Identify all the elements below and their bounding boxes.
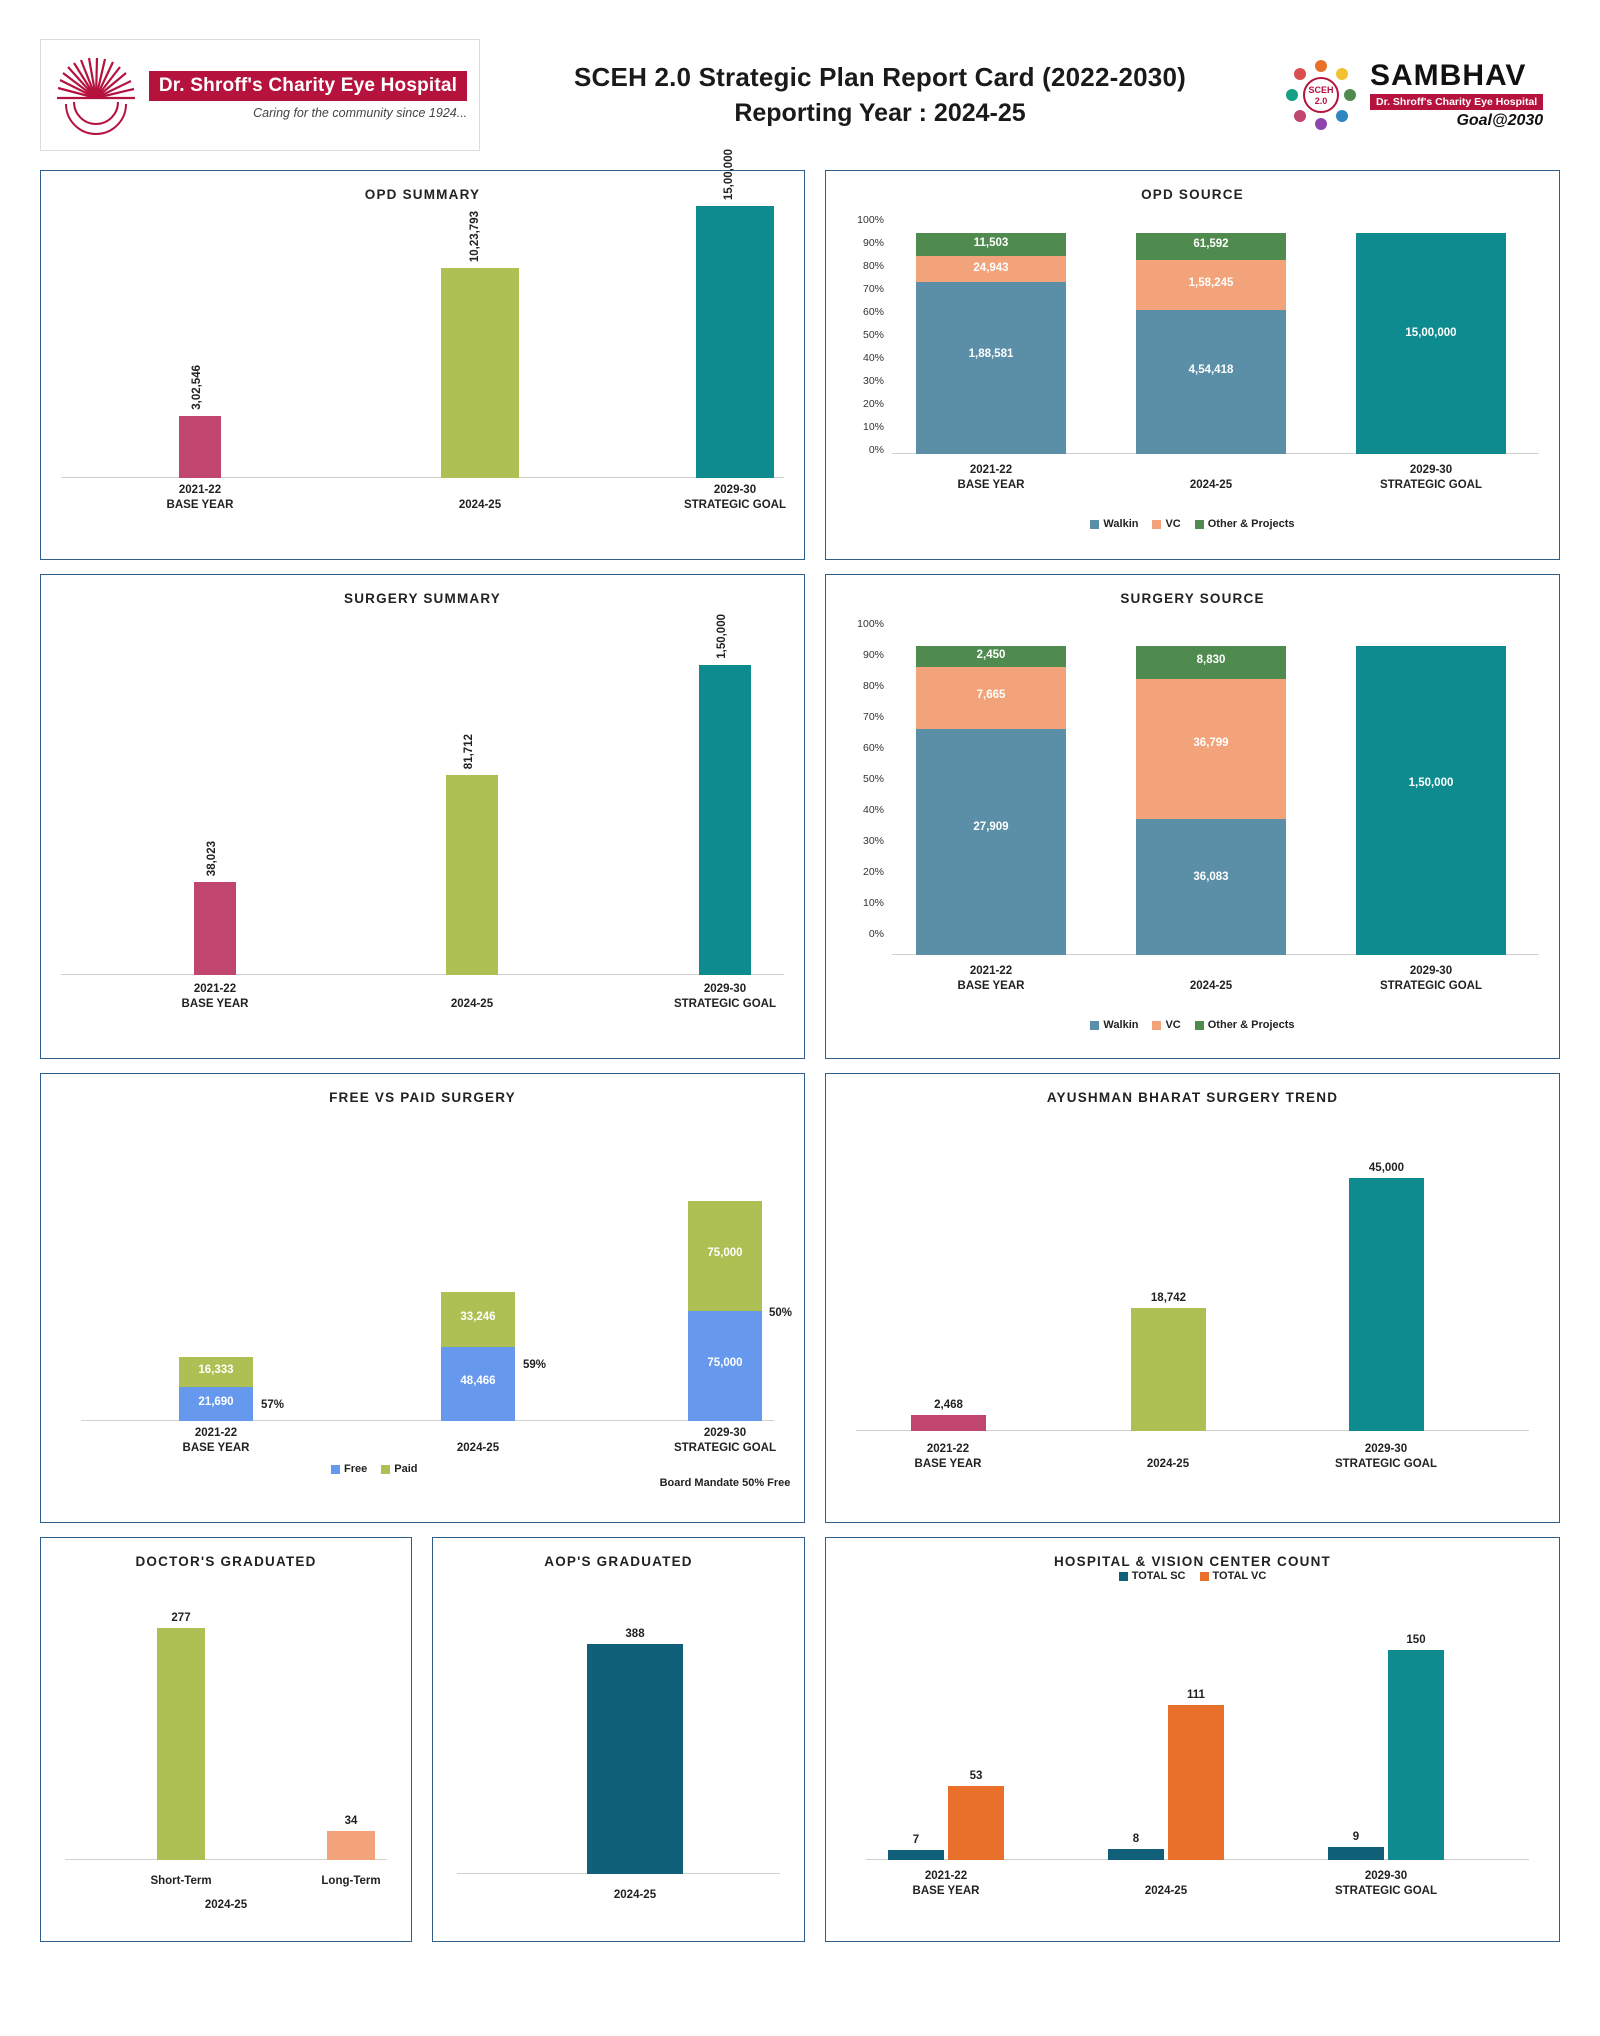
seg-label-walkin-base: 27,909 [973,821,1009,833]
stack-current-free [441,1347,515,1421]
legend-item-paid[interactable]: Paid [381,1463,417,1475]
dashboard-grid [0,148,1600,1942]
legend-swatch-free [331,1465,340,1474]
bar-base [911,1415,986,1431]
ytick-0: 0% [868,444,884,456]
row-1 [40,148,1560,560]
panel-hospital-vc-count [825,1537,1560,1942]
page-header [0,0,1600,170]
ytick-80: 80% [862,680,884,692]
seg-label-walkin-goal: 1,50,000 [1408,777,1454,789]
chart-title-opd-source: OPD SOURCE [1141,187,1244,202]
stack-base-vc [916,256,1066,282]
sambhav-subtitle: Dr. Shroff's Charity Eye Hospital [1370,94,1543,110]
x-axis [61,477,784,478]
chart-aops-graduated [443,1573,794,1918]
ytick-40: 40% [862,352,884,364]
legend-item-other[interactable]: Other & Projects [1195,518,1295,530]
seg-label-walkin-current: 4,54,418 [1188,364,1234,376]
panel-surgery-summary [40,574,805,1059]
x-axis [61,974,784,975]
legend-item-walkin[interactable]: Walkin [1090,1019,1138,1031]
legend-free-vs-paid [331,1463,417,1475]
ytick-50: 50% [862,773,884,785]
seg-label-other-base: 2,450 [976,649,1006,661]
cat-current: 2024-25 [1189,979,1233,992]
bar-long-term [327,1831,375,1860]
panel-ayushman-bharat [825,1073,1560,1523]
bar-label-aops: 388 [625,1628,645,1640]
stack-current-walkin [1136,310,1286,454]
bar-current-vc [1168,1705,1224,1860]
chart-title-surgery-summary: SURGERY SUMMARY [343,591,501,606]
legend-item-vc[interactable]: VC [1152,518,1180,530]
sambhav-wordmark: SAMBHAV [1370,58,1527,92]
row-3 [40,1073,1560,1523]
stack-current-vc [1136,679,1286,819]
bar-label-current-vc: 111 [1187,1689,1205,1701]
ytick-50: 50% [862,329,884,341]
ytick-30: 30% [862,375,884,387]
legend-item-other[interactable]: Other & Projects [1195,1019,1295,1031]
cat-long-term: Long-Term [321,1874,381,1887]
title-line-1: SCEH 2.0 Strategic Plan Report Card (2022-2030) [574,62,1186,92]
seg-label-walkin-base: 1,88,581 [968,348,1014,360]
cat-base: 2021-22 BASE YEAR [957,965,1025,992]
cat-goal: 2029-30 STRATEGIC GOAL [1334,1870,1437,1897]
bar-goal [696,206,774,478]
cat-base: 2021-22 BASE YEAR [166,484,234,511]
chart-hospital-vc-count [836,1573,1549,1918]
ytick-10: 10% [862,897,884,909]
chart-surgery-source [836,610,1549,1035]
page-title [480,62,1280,128]
panel-aops-graduated [432,1537,805,1942]
bar-label-goal-sc: 9 [1352,1831,1360,1843]
people-circle-icon [1280,54,1362,136]
bar-label-base: 3,02,546 [191,365,203,410]
bar-base-vc [948,1786,1004,1860]
stack-base-other [916,646,1066,667]
sambhav-logo [1280,54,1560,136]
cat-current: 2024-25 [1189,478,1233,491]
stack-base-other [916,233,1066,256]
legend-item-free[interactable]: Free [331,1463,367,1475]
stack-current-other [1136,233,1286,260]
legend-item-vc[interactable]: VC [1152,1019,1180,1031]
seg-label-free-base: 21,690 [198,1396,234,1408]
legend-item-total-vc[interactable]: TOTAL VC [1200,1570,1267,1582]
panel-surgery-source [825,574,1560,1059]
bar-current [446,775,498,975]
ytick-70: 70% [862,283,884,295]
bar-current [1131,1308,1206,1431]
legend-swatch-walkin [1090,1021,1099,1030]
seg-label-paid-goal: 75,000 [707,1247,743,1259]
cat-current: 2024-25 [450,997,494,1010]
cat-current: 2024-25 [456,1441,500,1454]
legend-surgery-source [836,1019,1549,1031]
bar-label-base-vc: 53 [969,1770,983,1782]
seg-label-walkin-current: 36,083 [1193,871,1229,883]
cat-current: 2024-25 [1146,1457,1190,1470]
annotation-base-pct: 57% [261,1399,285,1411]
bar-short-term [157,1628,205,1860]
ytick-30: 30% [862,835,884,847]
stack-current-other [1136,646,1286,679]
chart-free-vs-paid [51,1109,794,1499]
stack-base-walkin [916,282,1066,454]
stack-base-vc [916,667,1066,729]
bar-current [441,268,519,478]
bar-base [179,416,221,478]
ytick-0: 0% [868,928,884,940]
stack-goal-free [688,1311,762,1421]
stack-base-walkin [916,729,1066,955]
annotation-current-pct: 59% [523,1359,547,1371]
chart-doctors-graduated [51,1573,401,1918]
legend-swatch-other [1195,1021,1204,1030]
seg-label-other-current: 61,592 [1193,238,1229,250]
axis-label-year: 2024-25 [204,1898,248,1911]
bar-label-goal: 1,50,000 [716,614,728,659]
ytick-90: 90% [862,237,884,249]
cat-base: 2021-22 BASE YEAR [182,1427,250,1454]
seg-label-other-base: 11,503 [973,237,1009,249]
sunburst-icon [53,52,139,138]
bar-label-base-sc: 7 [912,1834,920,1846]
legend-swatch-other [1195,520,1204,529]
bar-current-sc [1108,1849,1164,1860]
bar-label-goal-vc: 150 [1406,1634,1426,1646]
ytick-80: 80% [862,260,884,272]
seg-label-vc-base: 7,665 [976,689,1006,701]
bar-base [194,882,236,975]
svg-text:2.0: 2.0 [1314,96,1328,106]
cat-goal: 2029-30 STRATEGIC GOAL [673,1427,776,1454]
seg-label-free-current: 48,466 [460,1375,496,1387]
cat-base: 2021-22 BASE YEAR [914,1443,982,1470]
bar-aops [587,1644,683,1874]
ytick-40: 40% [862,804,884,816]
seg-label-vc-base: 24,943 [973,262,1009,274]
legend-swatch-vc [1152,1021,1161,1030]
hospital-tagline: Caring for the community since 1924... [253,105,468,120]
ytick-20: 20% [862,398,884,410]
chart-title-ayushman: AYUSHMAN BHARAT SURGERY TREND [1046,1090,1339,1105]
chart-surgery-summary [51,610,794,1035]
bar-label-current-sc: 8 [1132,1833,1140,1845]
bar-label-current: 81,712 [463,733,475,769]
cat-goal: 2029-30 STRATEGIC GOAL [1379,965,1482,992]
seg-label-paid-base: 16,333 [198,1364,234,1376]
chart-title-surgery-source: SURGERY SOURCE [1120,591,1265,606]
bar-label-goal: 15,00,000 [723,148,735,200]
svg-text:SCEH: SCEH [1308,85,1334,95]
ytick-20: 20% [862,866,884,878]
ytick-100: 100% [857,618,884,630]
legend-swatch-walkin [1090,520,1099,529]
ytick-70: 70% [862,711,884,723]
cat-base: 2021-22 BASE YEAR [957,464,1025,491]
cat-goal: 2029-30 STRATEGIC GOAL [673,983,776,1010]
panel-doctors-graduated [40,1537,412,1942]
panel-free-vs-paid [40,1073,805,1523]
chart-title-aops: AOP'S GRADUATED [544,1554,693,1569]
bar-goal [1349,1178,1424,1431]
legend-swatch-vc [1152,520,1161,529]
stack-current-vc [1136,260,1286,310]
row-4 [40,1537,1560,1942]
legend-item-total-sc[interactable]: TOTAL SC [1119,1570,1186,1582]
bar-goal-vc [1388,1650,1444,1860]
bar-label-long-term: 34 [344,1815,358,1827]
bar-label-current: 18,742 [1150,1292,1187,1304]
ytick-100: 100% [857,214,884,226]
title-line-2: Reporting Year : 2024-25 [734,99,1026,127]
legend-opd-source [836,518,1549,530]
chart-opd-source [836,206,1549,536]
bar-label-short-term: 277 [171,1612,191,1624]
bar-label-base: 2,468 [934,1399,963,1411]
seg-label-free-goal: 75,000 [707,1357,743,1369]
cat-current: 2024-25 [1144,1884,1188,1897]
stack-current-walkin [1136,819,1286,955]
cat-current: 2024-25 [613,1888,657,1901]
bar-base-sc [888,1850,944,1860]
ytick-10: 10% [862,421,884,433]
cat-goal: 2029-30 STRATEGIC GOAL [683,484,786,511]
stack-goal-paid [688,1201,762,1311]
sambhav-goal: Goal@2030 [1456,111,1544,129]
seg-label-paid-current: 33,246 [460,1311,496,1323]
chart-title-opd-summary: OPD SUMMARY [364,187,481,202]
cat-short-term: Short-Term [150,1874,212,1887]
legend-item-walkin[interactable]: Walkin [1090,518,1138,530]
panel-opd-source [825,170,1560,560]
ytick-90: 90% [862,649,884,661]
row-2 [40,574,1560,1059]
cat-base: 2021-22 BASE YEAR [181,983,249,1010]
hospital-name: Dr. Shroff's Charity Eye Hospital [149,71,467,101]
stack-goal-walkin [1356,233,1506,454]
hospital-logo [40,39,480,151]
bar-label-current: 10,23,793 [469,210,481,262]
annotation-goal-pct: 50% [769,1307,793,1319]
bar-goal [699,665,751,975]
bar-goal-sc [1328,1847,1384,1860]
stack-goal-walkin [1356,646,1506,955]
bar-label-goal: 45,000 [1368,1162,1405,1174]
seg-label-other-current: 8,830 [1196,654,1226,666]
cat-goal: 2029-30 STRATEGIC GOAL [1379,464,1482,491]
chart-title-hospital-vc: HOSPITAL & VISION CENTER COUNT [1053,1554,1332,1569]
footnote-board-mandate: Board Mandate 50% Free [659,1477,791,1489]
cat-goal: 2029-30 STRATEGIC GOAL [1334,1443,1437,1470]
stack-base-paid [179,1357,253,1387]
chart-title-free-vs-paid: FREE VS PAID SURGERY [329,1090,516,1105]
chart-title-doctors: DOCTOR'S GRADUATED [135,1554,317,1569]
panel-opd-summary [40,148,805,560]
seg-label-vc-current: 36,799 [1193,737,1229,749]
ytick-60: 60% [862,306,884,318]
cat-current: 2024-25 [458,498,502,511]
chart-ayushman-bharat [836,1109,1549,1499]
seg-label-walkin-goal: 15,00,000 [1405,327,1457,339]
cat-base: 2021-22 BASE YEAR [912,1870,980,1897]
seg-label-vc-current: 1,58,245 [1188,277,1234,289]
stack-base-free [179,1387,253,1421]
ytick-60: 60% [862,742,884,754]
legend-swatch-paid [381,1465,390,1474]
stack-current-paid [441,1292,515,1347]
bar-label-base: 38,023 [206,840,218,876]
